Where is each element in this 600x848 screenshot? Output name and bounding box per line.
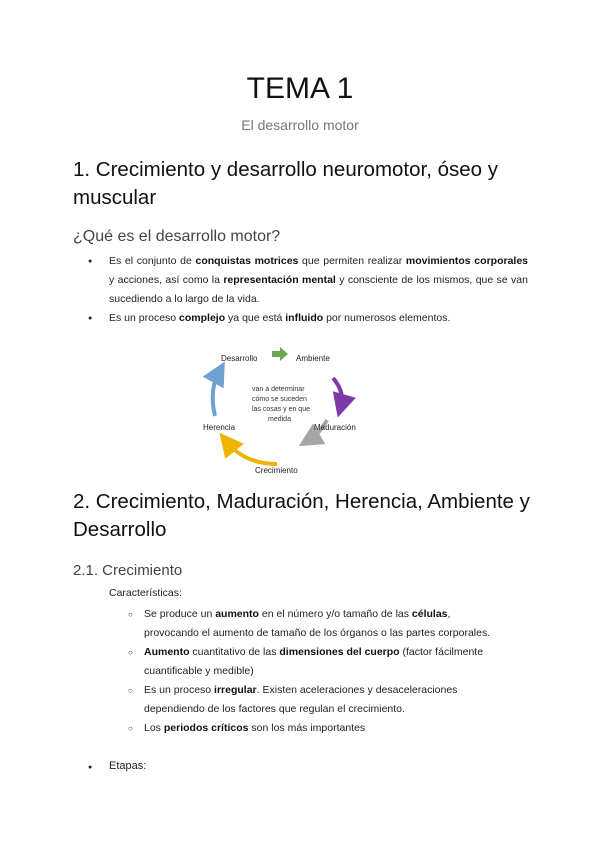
subsection-heading: 2.1. Crecimiento [73,562,183,579]
characteristics-list [128,605,508,738]
list-item: ○ Aumento cuantitativo de las dimensiones del cuerpo (factor fácilmente cuantificable y medible) [128,643,508,681]
node-herencia: Herencia [203,423,236,432]
characteristics-label: Características: [109,587,182,599]
list-item: ● Es un proceso complejo ya que está influido por numerosos elementos. [88,309,528,328]
bullet-icon: ● [88,764,93,771]
node-maduracion: Maduración [314,423,356,432]
center-text-line: medida [268,416,291,423]
arrow-yellow [227,442,277,464]
center-text-line: las cosas y en que [252,406,310,413]
center-text-line: van a determinar [252,386,305,393]
arrow-purple [333,378,342,406]
list-item: ○ Es un proceso irregular. Existen aceleraciones y desaceleraciones dependiendo de los factores que regulan el crecimiento. [128,681,508,719]
arrow-blue [213,372,219,416]
list-item: ○ Se produce un aumento en el número y/o tamaño de las células, provocando el aumento de tamaño de los órganos o las partes corporales. [128,605,508,643]
arrow-green [272,347,288,361]
etapas-item: ● Etapas: [88,760,147,772]
development-cycle-diagram [195,340,375,480]
section-2-heading: 2. Crecimiento, Maduración, Herencia, Ambiente y Desarrollo [73,490,530,541]
list-item: ● Es el conjunto de conquistas motrices que permiten realizar movimientos corporales y acciones, así como la representación mental y consciente de los mismos, que se van sucediendo a lo largo de la vida. [88,252,528,309]
center-text-line: cómo se suceden [252,396,307,403]
question-heading: ¿Qué es el desarrollo motor? [73,228,281,245]
node-crecimiento: Crecimiento [255,466,298,475]
page-title: TEMA 1 [246,72,354,105]
page-subtitle: El desarrollo motor [241,117,359,133]
node-desarrollo: Desarrollo [221,354,258,363]
section-1-heading: 1. Crecimiento y desarrollo neuromotor, óseo y muscular [73,158,499,209]
list-item: ○ Los periodos críticos son los más importantes [128,719,508,738]
node-ambiente: Ambiente [296,354,330,363]
definition-list [88,252,528,328]
